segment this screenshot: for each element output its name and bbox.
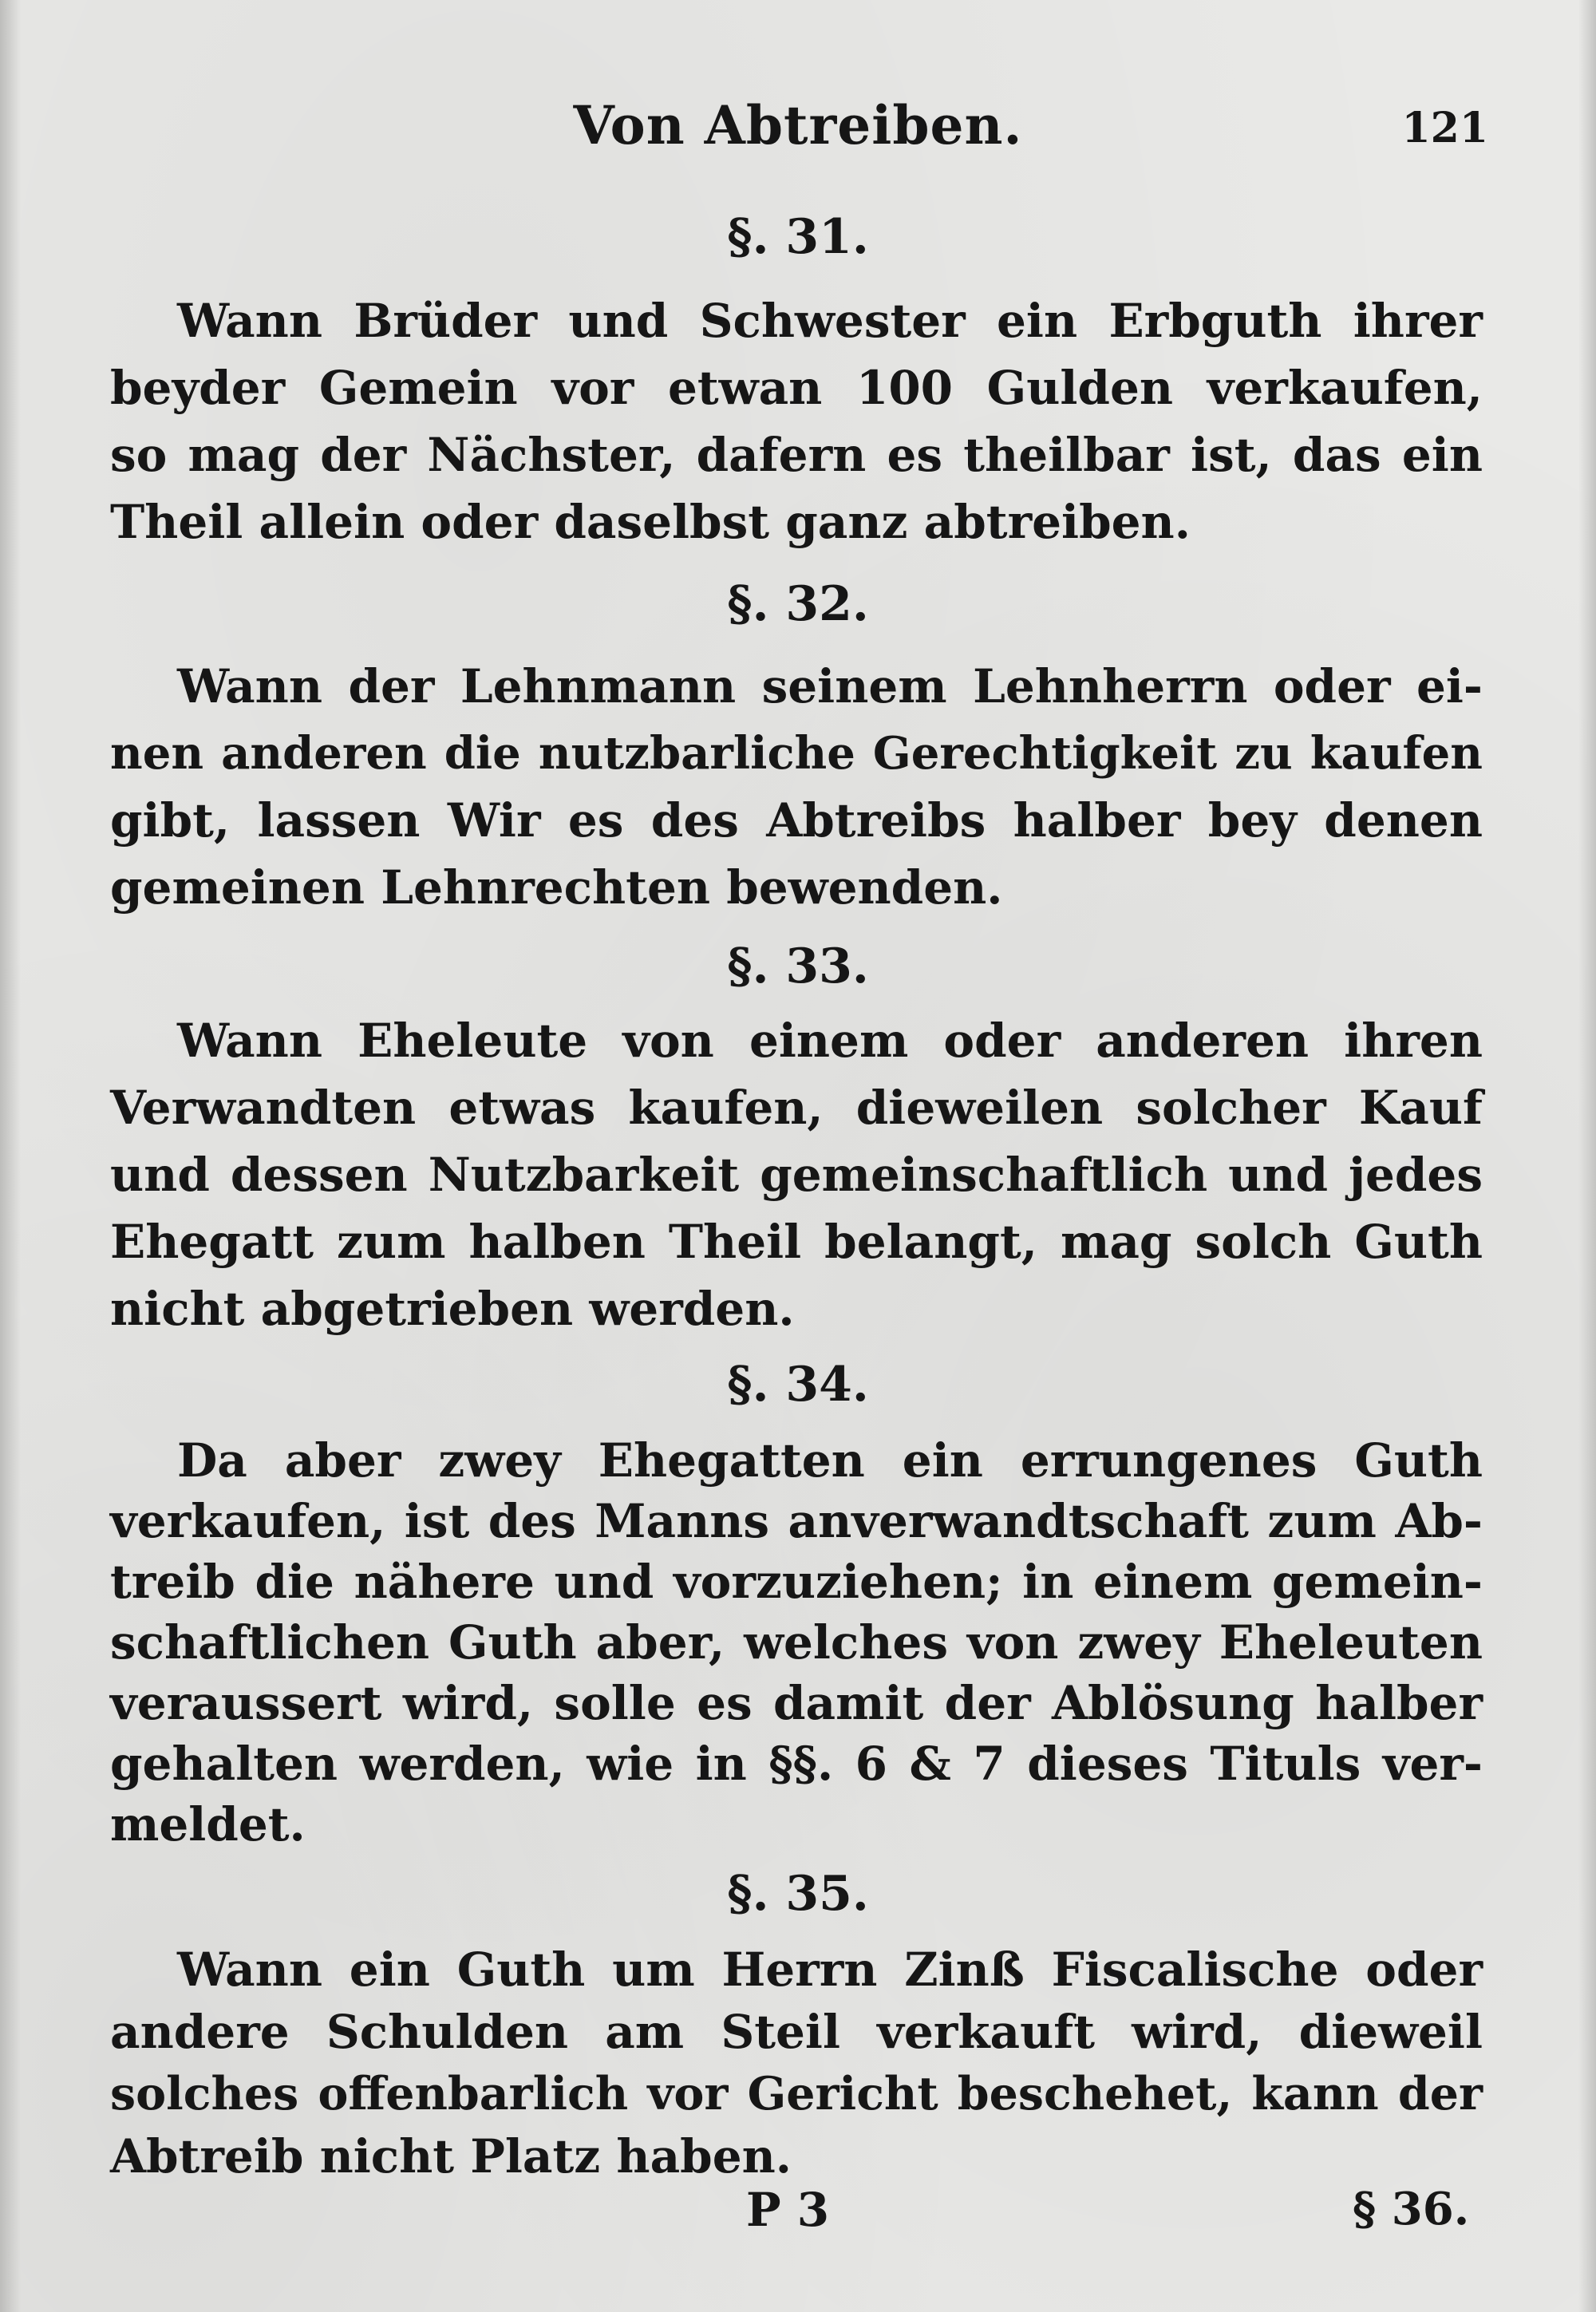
section-34-line-7: meldet.: [110, 1797, 306, 1852]
page-number: 121: [1401, 104, 1488, 152]
section-heading-34: §. 34.: [727, 1357, 869, 1413]
section-34-line-4: schaftlichen Guth aber, welches von zwey Eheleuten: [110, 1615, 1483, 1670]
section-35-line-2: andere Schulden am Steil verkauft wird, dieweil: [110, 2005, 1483, 2059]
section-31-line-1: Wann Brüder und Schwester ein Erbguth ihrer: [177, 294, 1483, 348]
catchword: § 36.: [1353, 2183, 1470, 2235]
section-31-line-2: beyder Gemein vor etwan 100 Gulden verkaufen,: [110, 361, 1483, 415]
section-34-line-5: veraussert wird, solle es damit der Ablösung halber: [110, 1676, 1483, 1730]
section-35-line-3: solches offenbarlich vor Gericht beschehet, kann der: [110, 2067, 1483, 2120]
section-31-line-4: Theil allein oder daselbst ganz abtreiben.: [110, 495, 1191, 549]
section-heading-33: §. 33.: [727, 939, 869, 994]
section-33-line-1: Wann Eheleute von einem oder anderen ihren: [177, 1014, 1483, 1068]
section-heading-31: §. 31.: [727, 209, 869, 265]
running-head-title: Von Abtreiben.: [573, 94, 1023, 156]
section-34-line-1: Da aber zwey Ehegatten ein errungenes Guth: [177, 1433, 1483, 1488]
section-35-line-1: Wann ein Guth um Herrn Zinß Fiscalische oder: [177, 1942, 1483, 1997]
section-heading-32: §. 32.: [727, 576, 869, 632]
section-32-line-4: gemeinen Lehnrechten bewenden.: [110, 860, 1003, 915]
section-31-line-3: so mag der Nächster, dafern es theilbar ist, das ein: [110, 428, 1483, 482]
section-33-line-2: Verwandten etwas kaufen, dieweilen solcher Kauf: [110, 1081, 1483, 1135]
section-heading-35: §. 35.: [727, 1866, 869, 1922]
section-32-line-1: Wann der Lehnmann seinem Lehnherrn oder ei-: [177, 659, 1483, 713]
page-right-shadow: [1578, 0, 1596, 2312]
section-35-line-4: Abtreib nicht Platz haben.: [110, 2129, 792, 2184]
section-34-line-3: treib die nähere und vorzuziehen; in einem gemein-: [110, 1555, 1483, 1609]
section-34-line-2: verkaufen, ist des Manns anverwandtschaft zum Ab-: [110, 1494, 1483, 1548]
section-34-line-6: gehalten werden, wie in §§. 6 & 7 dieses Tituls ver-: [110, 1737, 1483, 1791]
section-32-line-3: gibt, lassen Wir es des Abtreibs halber bey denen: [110, 793, 1483, 848]
page-left-shadow: [0, 0, 21, 2312]
section-33-line-5: nicht abgetrieben werden.: [110, 1282, 795, 1336]
section-33-line-4: Ehegatt zum halben Theil belangt, mag solch Guth: [110, 1215, 1483, 1269]
section-32-line-2: nen anderen die nutzbarliche Gerechtigkeit zu kaufen: [110, 727, 1483, 780]
section-33-line-3: und dessen Nutzbarkeit gemeinschaftlich und jedes: [110, 1148, 1483, 1202]
signature-mark: P 3: [746, 2183, 830, 2237]
